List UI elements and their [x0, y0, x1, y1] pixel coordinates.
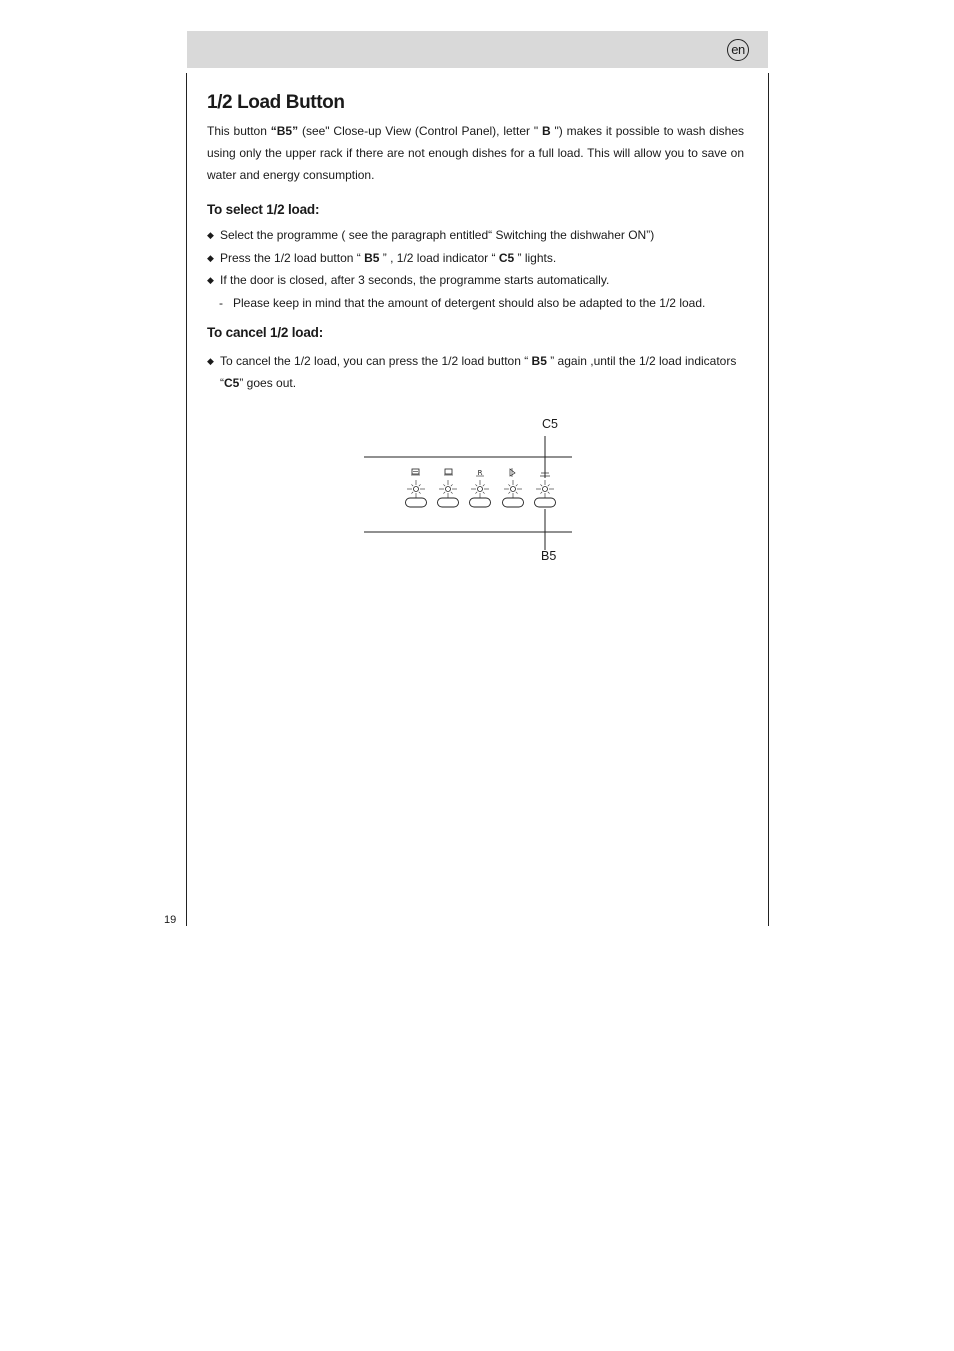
intro-text-2: (see" Close-up View (Control Panel), letter " — [298, 124, 542, 138]
label-b5: B5 — [541, 549, 557, 563]
diamond-bullet-icon: ◆ — [207, 230, 214, 240]
right-margin-rule — [768, 73, 769, 926]
program-symbol-icon-2 — [444, 469, 453, 475]
panel-buttons — [406, 498, 556, 507]
diamond-bullet-icon: ◆ — [207, 275, 214, 285]
program-symbol-icon-3 — [476, 469, 484, 477]
cancel-steps — [207, 350, 744, 394]
intro-text-1: This button — [207, 124, 271, 138]
svg-text:R: R — [477, 469, 483, 477]
panel-button — [470, 498, 491, 507]
label-c5: C5 — [542, 417, 558, 431]
intro-text-3: ") makes it possible to wash dishes using only the upper rack if there are not enough dishes for a full load. This will allow you to save on water and energy consumption. — [207, 124, 744, 182]
panel-button — [503, 498, 524, 507]
list-item: ◆ To cancel the 1/2 load, you can press the 1/2 load button “ B5 ” again ,until the 1/2 load indicators “C5” goes out. — [207, 350, 744, 394]
indicator-lights — [407, 480, 554, 498]
select-steps — [207, 224, 744, 314]
intro-paragraph — [207, 120, 744, 186]
list-item: ◆ Select the programme ( see the paragraph entitled“ Switching the dishwaher ON”) — [207, 224, 744, 247]
section-title: 1/2 Load Button — [207, 92, 345, 113]
diamond-bullet-icon: ◆ — [207, 252, 214, 263]
indicator-light-icon — [439, 480, 457, 498]
cancel-heading: To cancel 1/2 load: — [207, 325, 323, 340]
indicator-light-icon — [504, 480, 522, 498]
program-symbol-icon-1 — [411, 469, 420, 475]
diamond-bullet-icon: ◆ — [207, 356, 214, 366]
indicator-light-icon — [471, 480, 489, 498]
detergent-note: - Please keep in mind that the amount of detergent should also be adapted to the 1/2 load. — [219, 295, 706, 310]
indicator-light-icon — [536, 480, 554, 498]
control-panel-diagram — [364, 416, 574, 566]
page-number: 19 — [164, 914, 177, 926]
intro-bold-b5: “B5” — [270, 124, 299, 138]
left-margin-rule — [186, 73, 187, 926]
list-item: ◆ If the door is closed, after 3 seconds, the programme starts automatically. — [207, 269, 744, 292]
language-badge: en — [727, 39, 749, 61]
list-item: ◆ Press the 1/2 load button “ B5 ” , 1/2 load indicator “ C5 ” lights. — [207, 247, 744, 270]
intro-bold-b: B — [542, 124, 551, 138]
section-content — [207, 92, 744, 390]
indicator-light-icon — [407, 480, 425, 498]
control-panel-drawing — [364, 416, 574, 566]
panel-button — [406, 498, 427, 507]
panel-button — [438, 498, 459, 507]
header-bar — [187, 31, 768, 68]
program-symbol-icon-4 — [510, 468, 515, 477]
select-heading: To select 1/2 load: — [207, 202, 320, 217]
half-load-button — [535, 498, 556, 507]
